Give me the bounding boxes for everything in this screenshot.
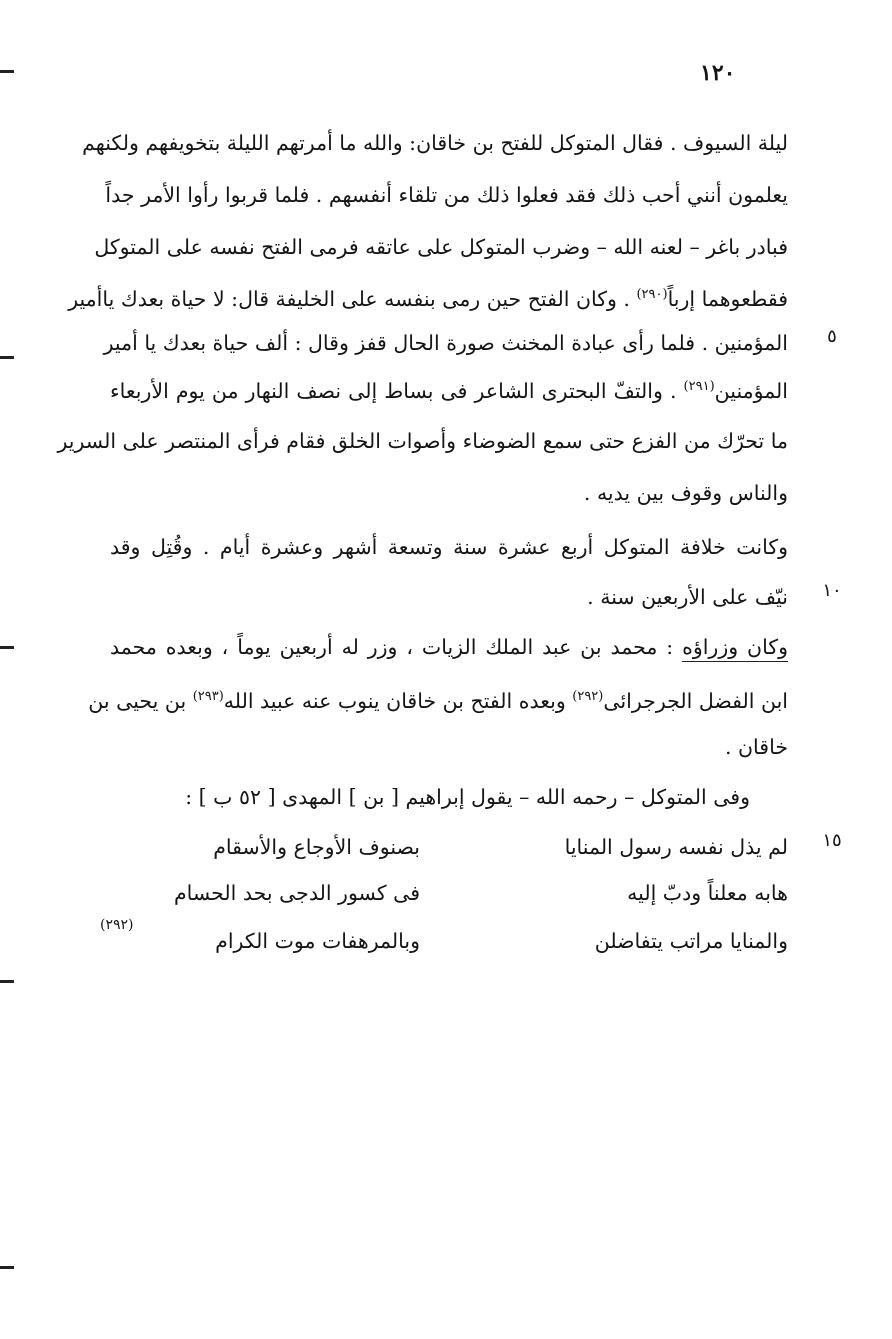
edge-mark bbox=[0, 1266, 14, 1269]
verse-hemistich-second: وبالمرهفات موت الكرام bbox=[215, 929, 420, 953]
verse-hemistich-first: والمنايا مراتب يتفاضلن bbox=[594, 929, 788, 953]
text-line: وكانت خلافة المتوكل أربع عشرة سنة وتسعة أشهر وعشرة أيام . وقُتِل وقد bbox=[110, 535, 788, 559]
footnote-ref: (٢٩٢) bbox=[572, 689, 604, 705]
text-line: فبادر باغر – لعنه الله – وضرب المتوكل على عاتقه فرمى الفتح نفسه على المتوكل bbox=[94, 235, 788, 259]
text-line: ليلة السيوف . فقال المتوكل للفتح بن خاقان: والله ما أمرتهم الليلة بتخويفهم ولكنهم bbox=[82, 131, 788, 155]
text-segment: : محمد بن عبد الملك الزيات ، وزر له أربعين يوماً ، وبعده محمد bbox=[110, 635, 683, 659]
page-number: ١٢٠ bbox=[700, 60, 736, 86]
text-line: والناس وقوف بين يديه . bbox=[583, 481, 788, 505]
underlined-heading: وكان وزراؤه bbox=[682, 635, 788, 662]
text-line: يعلمون أنني أحب ذلك فقد فعلوا ذلك من تلقاء أنفسهم . فلما قربوا رأوا الأمر جداً bbox=[105, 183, 788, 207]
text-line: ما تحرّك من الفزع حتى سمع الضوضاء وأصوات الخلق فقام فرأى المنتصر على السرير bbox=[57, 429, 788, 453]
edge-mark bbox=[0, 356, 14, 359]
text-segment: فقطعوهما إرباً bbox=[667, 287, 788, 311]
verse-intro: وفى المتوكل – رحمه الله – يقول إبراهيم [ بن ] المهدى [ ٥٢ ب ] : bbox=[185, 785, 750, 809]
text-segment: ابن الفضل الجرجرائى bbox=[603, 689, 788, 713]
text-line bbox=[68, 278, 788, 320]
edge-mark bbox=[0, 980, 14, 983]
footnote-ref: (٢٩١) bbox=[683, 379, 715, 395]
footnote-ref: (٢٩٠) bbox=[636, 287, 668, 303]
verse-hemistich-second: بصنوف الأوجاع والأسقام bbox=[213, 835, 420, 859]
verse-hemistich-first: هابه معلناً ودبّ إليه bbox=[627, 881, 788, 905]
margin-line-number: ١٥ bbox=[822, 830, 842, 851]
text-line: نيّف على الأربعين سنة . bbox=[587, 585, 788, 609]
text-segment: . وكان الفتح حين رمى بنفسه على الخليفة قال: لا حياة بعدك ياأمير bbox=[68, 287, 637, 311]
text-line bbox=[88, 680, 788, 722]
text-segment: وبعده الفتح بن خاقان ينوب عنه عبيد الله bbox=[223, 689, 573, 713]
edge-mark bbox=[0, 646, 14, 649]
text-segment: . والتفّ البحترى الشاعر فى بساط إلى نصف النهار من يوم الأربعاء bbox=[110, 379, 684, 403]
text-line bbox=[110, 626, 788, 668]
footnote-ref: (٢٩٣) bbox=[192, 689, 224, 705]
verse-hemistich-first: لم يذل نفسه رسول المنايا bbox=[564, 835, 788, 859]
margin-line-number: ١٠ bbox=[822, 580, 842, 601]
text-segment: بن يحيى بن bbox=[88, 689, 193, 713]
text-line bbox=[110, 370, 788, 412]
margin-line-number: ٥ bbox=[827, 326, 837, 347]
verse-hemistich-second: فى كسور الدجى بحد الحسام bbox=[173, 881, 420, 905]
text-line: المؤمنين . فلما رأى عبادة المخنث صورة الحال قفز وقال : ألف حياة بعدك يا أمير bbox=[103, 331, 788, 355]
footnote-ref: (٢٩٢) bbox=[100, 917, 134, 933]
edge-mark bbox=[0, 70, 14, 73]
text-line: خاقان . bbox=[724, 735, 788, 759]
text-segment: المؤمنين bbox=[714, 379, 788, 403]
